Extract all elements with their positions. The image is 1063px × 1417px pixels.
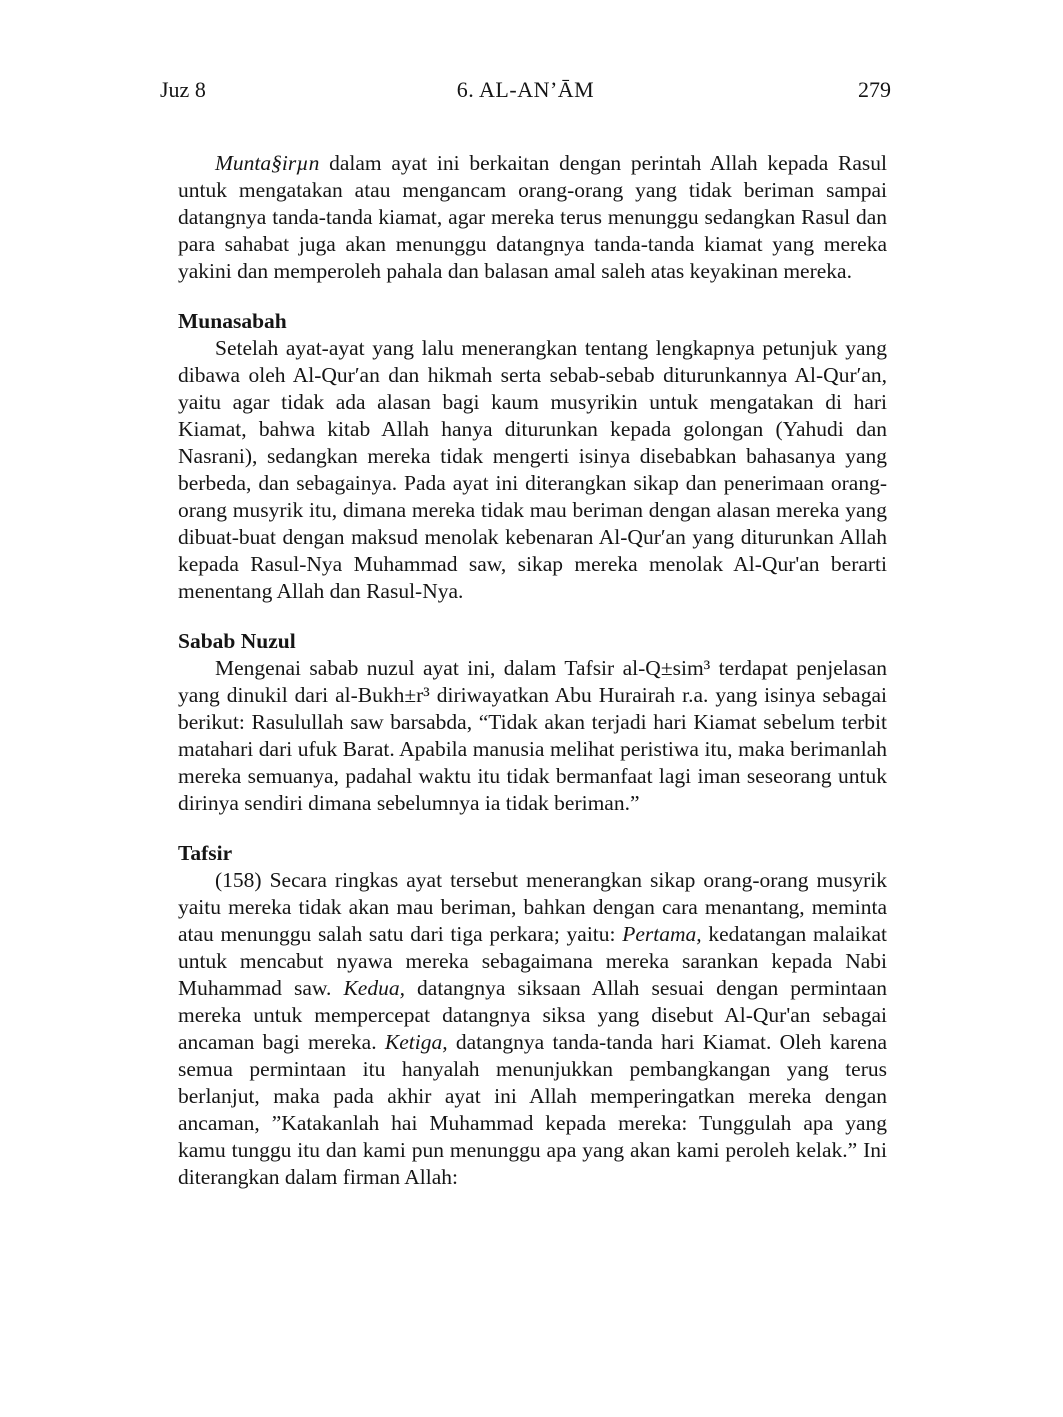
juz-label: Juz 8 <box>160 77 206 102</box>
paragraph-tafsir <box>178 867 887 1191</box>
italic-run: Kedua, <box>343 976 405 1000</box>
text-run: Setelah ayat-ayat yang lalu menerangkan tentang lengkapnya petunjuk yang dibawa oleh Al-Qur′an dan hikmah serta sebab-sebab diturunkannya Al-Qur′an, yaitu agar tidak ada alasan bagi kaum musyrikin untuk mengatakan di hari Kiamat, bahwa kitab Allah hanya diturunkan kepada golongan (Yahudi dan Nasrani), sedangkan mereka tidak mengerti isinya disebabkan bahasanya yang berbeda, dan sebagainya. Pada ayat ini diterangkan sikap dan penerimaan orang-orang musyrik itu, dimana mereka tidak mau beriman dengan alasan mereka yang dibuat-buat dengan maksud menolak kebenaran Al-Qur′an yang diturunkan Allah kepada Rasul-Nya Muhammad saw, sikap mereka menolak Al-Qur'an berarti menentang Allah dan Rasul-Nya. <box>178 336 887 603</box>
surah-title: 6. AL-AN’ĀM <box>456 77 595 102</box>
text-run: datangnya siksaan Allah sesuai dengan permintaan mereka untuk mempercepat datangnya siksa yang disebut Al-Qur'an sebagai ancaman bagi mereka. <box>178 976 887 1054</box>
italic-run: Ketiga, <box>384 1030 448 1054</box>
heading-tafsir: Tafsir <box>178 841 233 865</box>
text-run: datangnya tanda-tanda hari Kiamat. Oleh karena semua permintaan itu hanyalah menunjukkan pembangkangan yang terus berlanjut, maka pada akhir ayat ini Allah memperingatkan mereka dengan ancaman, ”Katakanlah hai Muhammad kepada mereka: Tunggulah apa yang kamu tunggu itu dan kami pun menunggu apa yang akan kami peroleh kelak.” Ini diterangkan dalam firman Allah: <box>178 1030 887 1189</box>
italic-run: Pertama, <box>622 922 702 946</box>
text-run: Mengenai sabab nuzul ayat ini, dalam Tafsir al-Q±sim³ terdapat penjelasan yang dinukil dari al-Bukh±r³ diriwayatkan Abu Hurairah r.a. yang isinya sebagai berikut: Rasulullah saw barsabda, “Tidak akan terjadi hari Kiamat sebelum terbit matahari dari ufuk Barat. Apabila manusia melihat peristiwa itu, maka berimanlah mereka semuanya, padahal waktu itu tidak bermanfaat lagi iman seseorang untuk dirinya sendiri dimana sebelumnya ia tidak beriman.” <box>178 656 887 815</box>
heading-sabab-nuzul: Sabab Nuzul <box>178 629 296 653</box>
paragraph-sabab-nuzul <box>178 655 887 817</box>
heading-munasabah: Munasabah <box>178 309 287 333</box>
text-run: kedatangan malaikat untuk mencabut nyawa mereka sebagaimana mereka sarankan kepada Nabi Muhammad saw. <box>178 922 888 1000</box>
text-run: dalam ayat ini berkaitan dengan perintah Allah kepada Rasul untuk mengatakan atau mengancam orang-orang yang tidak beriman sampai datangnya tanda-tanda kiamat, agar mereka terus menunggu sedangkan Rasul dan para sahabat juga akan menunggu datangnya tanda-tanda kiamat yang mereka yakini dan memperoleh pahala dan balasan amal saleh atas keyakinan mereka. <box>178 151 887 283</box>
text-run: (158) Secara ringkas ayat tersebut menerangkan sikap orang-orang musyrik yaitu mereka tidak akan mau beriman, bahkan dengan cara menantang, meminta atau menunggu salah satu dari tiga perkara; yaitu: <box>178 868 887 946</box>
italic-run: Munta§irµn <box>215 151 320 175</box>
paragraph-munasabah <box>178 335 887 605</box>
page-header <box>160 76 891 103</box>
page-number: 279 <box>858 77 891 102</box>
page-body <box>178 150 887 1191</box>
paragraph-muntasirun <box>178 150 887 285</box>
